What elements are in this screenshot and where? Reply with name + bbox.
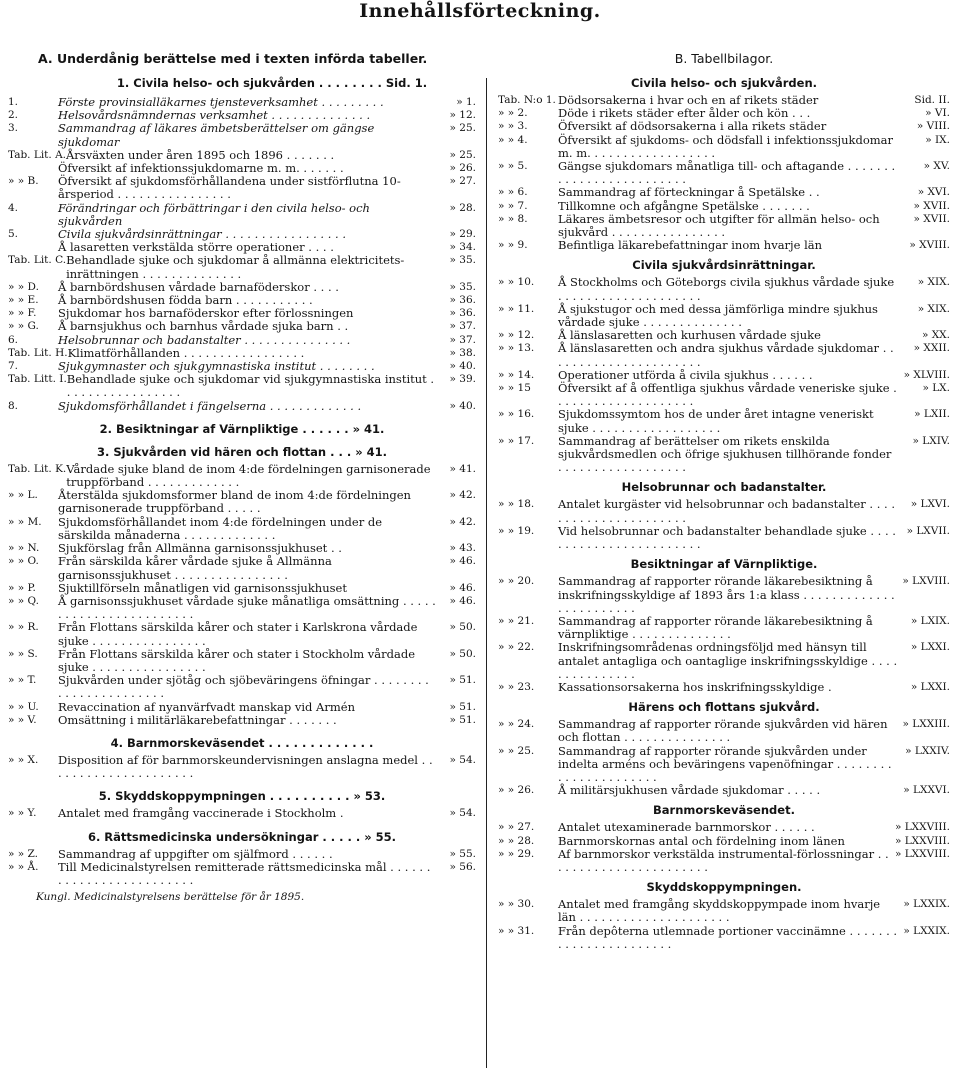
entry-page: » 41. — [449, 462, 476, 475]
entry-title: Gängse sjukdomars månatliga till- och aftagande . . . . . . . . . . . . . . . . . . . . . . . . . — [558, 159, 896, 187]
entry-title: Civila sjukvårdsinrättningar . . . . . . . . . . . . . . . . . — [58, 227, 346, 242]
entry-title: Å garnisonssjukhuset vårdade sjuke månatliga omsättning . . . . . . . . . . . . . . . . . . . . . . . . — [58, 593, 436, 622]
entry-page: » 35. — [449, 280, 476, 293]
entry-number: » » M. — [8, 515, 42, 528]
entry-title: Sjukgymnaster och sjukgymnastiska institut . . . . . . . . — [58, 359, 375, 374]
entry-number: » » D. — [8, 280, 39, 293]
entry-page: » XXII. — [913, 342, 950, 355]
entry-title: Barnmorskornas antal och fördelning inom länen — [558, 833, 845, 848]
toc-entry — [498, 276, 950, 302]
entry-number: » » R. — [8, 621, 39, 634]
entry-title: Sammandrag af rapporter rörande läkarebesiktning å inskrifningsskyldige af 1893 års 1:a klass . . . . . . . . . . . . . . . . . . . . . . . . — [558, 574, 895, 615]
section-heading: Skyddskoppympningen. — [646, 880, 802, 895]
entry-page: » 12. — [449, 109, 476, 122]
entry-page: » LXXI. — [910, 641, 950, 654]
entry-page: Sid. II. — [914, 94, 950, 106]
toc-entry — [498, 615, 950, 641]
right-column — [498, 52, 950, 951]
entry-number: » » T. — [8, 674, 37, 687]
toc-entry — [498, 160, 950, 186]
entry-page: » IX. — [925, 133, 950, 146]
section-heading: Civila sjukvårdsinrättningar. — [632, 258, 816, 273]
entry-title: Sjukdomssymtom hos de under året intagne veneriskt sjuke . . . . . . . . . . . . . . . . . . — [558, 407, 874, 435]
toc-entry — [8, 555, 476, 581]
toc-entry — [8, 373, 476, 399]
section-heading: Besiktningar af Värnpliktige. — [630, 557, 818, 572]
entry-number: » » X. — [8, 753, 39, 766]
entry-page: » 36. — [449, 294, 476, 307]
entry-title: Förändringar och förbättringar i den civila helso- och sjukvården — [58, 200, 370, 228]
toc-entry — [498, 435, 950, 475]
entry-title: Behandlade sjuke och sjukdomar vid sjukgymnastiska institut . . . . . . . . . . . . . . . . . — [66, 372, 435, 400]
toc-entry — [498, 186, 950, 199]
toc-entry — [498, 745, 950, 785]
entry-page: » XVII. — [913, 212, 950, 225]
entry-page: » 37. — [449, 333, 476, 346]
toc-entry — [498, 213, 950, 239]
entry-number: » » 8. — [498, 212, 528, 225]
entry-page: » 26. — [449, 162, 476, 175]
entry-title: Från Flottans särskilda kårer och stater i Karlskrona vårdade sjuke . . . . . . . . . . . . . . . . — [58, 620, 418, 648]
toc-entry — [8, 754, 476, 780]
entry-title: Antalet utexaminerade barnmorskor . . . . . . — [558, 820, 815, 835]
toc-entry — [498, 848, 950, 874]
entry-number: » » 5. — [498, 160, 528, 173]
entry-number: » » 28. — [498, 834, 535, 847]
entry-page: » 55. — [449, 847, 476, 860]
toc-entry — [8, 701, 476, 714]
entry-title: Sjukdomar hos barnaföderskor efter förlossningen — [58, 306, 354, 321]
entry-title: Å länslasaretten och andra sjukhus vårdade sjukdomar . . . . . . . . . . . . . . . . . . . . . . — [558, 341, 894, 369]
toc-entry — [8, 175, 476, 201]
toc-entry — [8, 674, 476, 700]
entry-number: » » G. — [8, 320, 39, 333]
toc-entry — [498, 342, 950, 368]
entry-title: Antalet med framgång vaccinerade i Stockholm . — [58, 806, 344, 821]
entry-page: » 35. — [449, 254, 476, 267]
entry-page: » 51. — [449, 674, 476, 687]
entry-page: » 46. — [449, 581, 476, 594]
entry-number: » » Å. — [8, 860, 39, 873]
entry-number: » » 2. — [498, 107, 528, 120]
entry-title: Öfversikt af sjukdomsförhållandena under sistförflutna 10-årsperiod . . . . . . . . . . . . . . . . — [58, 174, 401, 202]
entry-page: » LXII. — [914, 408, 950, 421]
entry-title: Öfversikt af å offentliga sjukhus vårdade veneriske sjuke . . . . . . . . . . . . . . . . . . . . — [558, 381, 897, 409]
toc-entry — [498, 925, 950, 951]
entry-page: » 1. — [456, 96, 476, 108]
toc-entry — [498, 303, 950, 329]
entry-page: » LXXVIII. — [894, 834, 950, 847]
entry-number: » » 6. — [498, 186, 528, 199]
entry-number: » » 26. — [498, 784, 535, 797]
entry-title: Från särskilda kårer vårdade sjuke å Allmänna garnisonssjukhuset . . . . . . . . . . . . . . . . — [58, 554, 332, 582]
entry-number: Tab. Lit. K. — [8, 462, 67, 475]
toc-entry — [498, 575, 950, 615]
entry-number: 7. — [8, 360, 19, 373]
entry-title: Dödsorsakerna i hvar och en af rikets städer — [558, 93, 819, 107]
entry-page: » LXXVI. — [903, 784, 950, 797]
footer-note: Kungl. Medicinalstyrelsens berättelse för år 1895. — [36, 891, 305, 904]
entry-number: » » 22. — [498, 641, 535, 654]
toc-entry — [498, 784, 950, 797]
toc-entry — [498, 120, 950, 133]
entry-number: » » V. — [8, 713, 37, 726]
entry-number: 4. — [8, 201, 19, 214]
entry-title: Å lasaretten verkstälda större operationer . . . . — [58, 240, 334, 255]
toc-entry — [498, 835, 950, 848]
entry-page: » 38. — [449, 346, 476, 359]
entry-title: Sjukdomsförhållandet i fängelserna . . . . . . . . . . . . . — [58, 398, 362, 413]
entry-page: » LXVI. — [910, 498, 950, 511]
entry-number: » » 29. — [498, 847, 535, 860]
entry-title: Kassationsorsakerna hos inskrifningsskyldige . — [558, 679, 832, 694]
entry-page: » 42. — [449, 515, 476, 528]
entry-page: » XV. — [923, 160, 950, 173]
toc-entry — [8, 714, 476, 727]
toc-entry — [498, 239, 950, 252]
entry-page: » 54. — [449, 753, 476, 766]
entry-title: Öfversikt af infektionssjukdomarne m. m. . . . . . . — [58, 161, 344, 176]
entry-page: » 43. — [449, 542, 476, 555]
entry-title: Sammandrag af rapporter rörande sjukvården vid hären och flottan . . . . . . . . . . . . . . . — [558, 717, 888, 745]
entry-number: » » 17. — [498, 434, 535, 447]
entry-page: » LXVII. — [906, 524, 950, 537]
entry-title: Å länslasaretten och kurhusen vårdade sjuke — [558, 328, 821, 343]
entry-page: » 25. — [449, 122, 476, 135]
entry-number: 6. — [8, 333, 19, 346]
entry-title: Förste provinsialläkarnes tjensteverksamhet . . . . . . . . . — [58, 95, 384, 109]
entry-number: » » F. — [8, 307, 37, 320]
entry-page: » LXIV. — [912, 434, 950, 447]
toc-entry — [498, 408, 950, 434]
entry-page: » 50. — [449, 621, 476, 634]
toc-entry — [8, 516, 476, 542]
entry-page: » LXIX. — [910, 614, 950, 627]
entry-page: » LX. — [922, 382, 950, 395]
entry-page: » XVI. — [917, 186, 950, 199]
entry-title: Vid helsobrunnar och badanstalter behandlade sjuke . . . . . . . . . . . . . . . . . . . . . . . . — [558, 523, 896, 552]
toc-entry — [498, 498, 950, 524]
entry-page: » 46. — [449, 555, 476, 568]
toc-entry — [8, 848, 476, 861]
toc-entry — [498, 200, 950, 213]
toc-entry — [498, 681, 950, 694]
entry-page: » VIII. — [916, 120, 950, 133]
toc-entry — [8, 807, 476, 820]
toc-entry — [8, 861, 476, 887]
entry-page: » XLVIII. — [903, 368, 950, 381]
entry-number: Tab. Litt. I. — [8, 373, 67, 386]
entry-title: Å barnsjukhus och barnhus vårdade sjuka barn . . — [58, 319, 349, 334]
entry-number: » » 13. — [498, 342, 535, 355]
entry-title: Klimatförhållanden . . . . . . . . . . . . . . . . . — [67, 345, 305, 360]
entry-title: Döde i rikets städer efter ålder och kön . . . — [558, 106, 811, 121]
entry-page: » 50. — [449, 647, 476, 660]
left-column — [8, 52, 476, 903]
entry-title: Helsobrunnar och badanstalter . . . . . . . . . . . . . . . — [58, 332, 351, 347]
entry-title: Å barnbördshusen födda barn . . . . . . . . . . . — [58, 293, 313, 308]
entry-page: » 54. — [449, 807, 476, 820]
section-heading: 6. Rättsmedicinska undersökningar . . . . . » 55. — [87, 829, 397, 844]
entry-page: » LXXVIII. — [894, 821, 950, 834]
entry-number: » » E. — [8, 294, 39, 307]
entry-number: » » 25. — [498, 744, 535, 757]
entry-title: Sammandrag af uppgifter om själfmord . . . . . . — [58, 846, 333, 861]
entry-title: Befintliga läkarebefattningar inom hvarje län — [558, 238, 823, 253]
toc-entry — [8, 463, 476, 489]
entry-number: Tab. N:o 1. — [498, 94, 556, 106]
entry-number: » » P. — [8, 581, 36, 594]
section-heading: 4. Barnmorskeväsendet . . . . . . . . . . . . . — [110, 735, 374, 750]
toc-entry — [8, 621, 476, 647]
entry-page: » 34. — [449, 241, 476, 254]
section-b-heading: B. Tabellbilagor. — [674, 51, 774, 66]
entry-page: » 51. — [449, 700, 476, 713]
entry-page: » 40. — [449, 360, 476, 373]
entry-title: Öfversikt af dödsorsakerna i alla rikets städer — [558, 119, 827, 134]
toc-entry — [8, 320, 476, 333]
toc-entry — [8, 595, 476, 621]
entry-page: » 51. — [449, 713, 476, 726]
entry-title: Å barnbördshusen vårdade barnaföderskor . . . . — [58, 279, 339, 294]
entry-title: Sammandrag af rapporter rörande sjukvården under indelta arméns och beväringens vapenöfningar . . . . . . . . . . . . . . . . . . . . . . — [558, 743, 892, 784]
toc-entry — [8, 334, 476, 347]
entry-title: Revaccination af nyanvärfvadt manskap vid Armén — [58, 699, 355, 714]
entry-title: Från depôterna utlemnade portioner vaccinämne . . . . . . . . . . . . . . . . . . . . . . . — [558, 923, 898, 951]
entry-number: » » S. — [8, 647, 38, 660]
entry-number: » » L. — [8, 489, 38, 502]
section-heading: 3. Sjukvården vid hären och flottan . . . » 41. — [96, 444, 388, 459]
entry-number: 2. — [8, 109, 19, 122]
entry-number: » » 15 — [498, 382, 531, 395]
entry-number: » » 14. — [498, 368, 535, 381]
entry-number: » » 23. — [498, 680, 535, 693]
entry-title: Inskrifningsområdenas ordningsföljd med hänsyn till antalet antagliga och oantaglige inskrifningsskyldige . . . . . . . . . . . . . . . — [558, 640, 898, 681]
entry-page: » LXXIV. — [905, 744, 950, 757]
entry-page: » XX. — [921, 329, 950, 342]
entry-title: Helsovårdsnämndernas verksamhet . . . . . . . . . . . . . . — [58, 108, 371, 123]
entry-page: » XVII. — [913, 199, 950, 212]
entry-title: Till Medicinalstyrelsen remitterade rättsmedicinska mål . . . . . . . . . . . . . . . . . . . . . . . . . — [58, 859, 431, 887]
entry-title: Å Stockholms och Göteborgs civila sjukhus vårdade sjuke . . . . . . . . . . . . . . . . . . . . — [558, 275, 895, 303]
entry-title: Sammandrag af rapporter rörande läkarebesiktning å värnpliktige . . . . . . . . . . . . . . — [558, 613, 873, 642]
entry-page: » 37. — [449, 320, 476, 333]
entry-number: » » 19. — [498, 524, 535, 537]
entry-title: Årsväxten under åren 1895 och 1896 . . . . . . . — [66, 147, 335, 162]
entry-number: » » Z. — [8, 847, 38, 860]
section-heading: 5. Skyddskoppympningen . . . . . . . . . . » 53. — [98, 789, 386, 804]
entry-number: » » 10. — [498, 276, 535, 289]
entry-title: Återstälda sjukdomsformer bland de inom 4:de fördelningen garnisonerade truppförband . . . . . — [58, 488, 411, 516]
section-heading: Barnmorskeväsendet. — [653, 803, 795, 818]
entry-number: » » 3. — [498, 120, 528, 133]
entry-page: » 27. — [449, 175, 476, 188]
toc-entry — [8, 582, 476, 595]
entry-number: » » 27. — [498, 821, 535, 834]
entry-title: Å sjukstugor och med dessa jämförliga mindre sjukhus vårdade sjuke . . . . . . . . . . . . . . — [558, 301, 878, 330]
section-heading: Helsobrunnar och badanstalter. — [621, 480, 827, 495]
entry-page: » LXXI. — [910, 680, 950, 693]
section-a-heading: A. Underdånig berättelse med i texten införda tabeller. — [38, 51, 428, 66]
entry-title: Antalet kurgäster vid helsobrunnar och badanstalter . . . . . . . . . . . . . . . . . . . . . . — [558, 497, 896, 525]
entry-title: Tillkomne och afgångne Spetälske . . . . . . . — [558, 198, 810, 213]
page-title: Innehållsförteckning. — [359, 0, 601, 22]
toc-entry — [8, 122, 476, 148]
entry-title: Från Flottans särskilda kårer och stater i Stockholm vårdade sjuke . . . . . . . . . . . . . . . . — [58, 646, 416, 674]
entry-page: » 39. — [449, 373, 476, 386]
entry-number: » » 31. — [498, 924, 535, 937]
entry-number: » » 16. — [498, 408, 535, 421]
entry-number: » » O. — [8, 555, 39, 568]
sub1-heading: 1. Civila helso- och sjukvården . . . . . . . . Sid. 1. — [116, 76, 428, 90]
entry-title: Sammandrag af läkares ämbetsberättelser om gängse sjukdomar — [58, 121, 375, 149]
entry-title: Å militärsjukhusen vårdade sjukdomar . . . . . — [558, 783, 821, 798]
entry-page: » 42. — [449, 489, 476, 502]
toc-entry — [498, 718, 950, 744]
entry-number: » » 18. — [498, 498, 535, 511]
entry-number: » » 20. — [498, 575, 535, 588]
entry-number: » » N. — [8, 542, 40, 555]
entry-title: Vårdade sjuke bland de inom 4:de fördelningen garnisonerade truppförband . . . . . . . . . . . . . — [66, 461, 431, 490]
entry-title: Sjukförslag från Allmänna garnisonssjukhuset . . — [58, 541, 342, 556]
entry-page: » 56. — [449, 860, 476, 873]
entry-title: Sjukdomsförhållandet inom 4:de fördelningen under de särskilda månaderna . . . . . . . . . . . . . — [58, 514, 383, 542]
toc-entry — [8, 254, 476, 280]
entry-title: Antalet med framgång skyddskoppympade inom hvarje län . . . . . . . . . . . . . . . . . . . . . — [558, 897, 881, 925]
toc-entry — [498, 898, 950, 924]
entry-title: Behandlade sjuke och sjukdomar å allmänna elektricitets-inrättningen . . . . . . . . . . . . . . — [66, 253, 405, 281]
entry-number: » » 9. — [498, 239, 528, 252]
toc-entry — [498, 525, 950, 551]
section-heading: 2. Besiktningar af Värnpliktige . . . . . . » 41. — [99, 421, 385, 436]
entry-page: » LXXIX. — [903, 924, 950, 937]
entry-page: » 28. — [449, 201, 476, 214]
entry-number: Tab. Lit. A. — [8, 148, 66, 161]
entry-number: » » 12. — [498, 329, 535, 342]
entry-page: » XVIII. — [909, 239, 950, 252]
entry-page: » LXXIX. — [903, 898, 950, 911]
entry-page: » 25. — [449, 148, 476, 161]
entry-number: » » 11. — [498, 302, 535, 315]
entry-number: Tab. Lit. H. — [8, 346, 68, 359]
section-heading: Civila helso- och sjukvården. — [630, 76, 818, 90]
entry-number: » » 21. — [498, 614, 535, 627]
entry-page: » XIX. — [917, 302, 950, 315]
entry-page: » 46. — [449, 594, 476, 607]
entry-number: » » Q. — [8, 594, 39, 607]
toc-entry — [498, 382, 950, 408]
entry-number: Tab. Lit. C. — [8, 254, 67, 267]
entry-title: Läkares ämbetsresor och utgifter för allmän helso- och sjukvård . . . . . . . . . . . . . . . . — [558, 211, 880, 240]
entry-number: 1. — [8, 96, 19, 108]
toc-entry — [8, 400, 476, 413]
toc-entry — [498, 641, 950, 681]
entry-title: Sammandrag af berättelser om rikets enskilda sjukvårdsmedlen och öfrige sjukhusen tillhörande fonder . . . . . . . . . . . . . . . . . . — [558, 433, 892, 475]
entry-page: » XIX. — [917, 276, 950, 289]
entry-title: Sjukvården under sjötåg och sjöbeväringens öfningar . . . . . . . . . . . . . . . . . . . . . . . — [58, 673, 429, 701]
entry-number: 5. — [8, 228, 19, 241]
entry-number: » » 30. — [498, 898, 535, 911]
toc-entry — [498, 821, 950, 834]
entry-number: » » 7. — [498, 199, 528, 212]
entry-page: » 40. — [449, 399, 476, 412]
toc-entry — [8, 648, 476, 674]
entry-title: Sammandrag af förteckningar å Spetälske . . — [558, 185, 820, 200]
entry-number: » » 24. — [498, 718, 535, 731]
section-heading: Härens och flottans sjukvård. — [628, 700, 820, 715]
entry-number: » » U. — [8, 700, 39, 713]
entry-number: 3. — [8, 122, 19, 135]
entry-title: Öfversikt af sjukdoms- och dödsfall i infektionssjukdomar m. m. . . . . . . . . . . . . . . . . . — [558, 132, 894, 160]
entry-number: » » 4. — [498, 133, 528, 146]
entry-title: Sjuktillförseln månatligen vid garnisonssjukhuset — [58, 580, 347, 595]
entry-title: Operationer utförda å civila sjukhus . . . . . . — [558, 367, 813, 382]
entry-title: Disposition af för barnmorskeundervisningen anslagna medel . . . . . . . . . . . . . . . . . . . . . — [58, 752, 433, 781]
toc-entry — [8, 489, 476, 515]
entry-page: » 29. — [449, 228, 476, 241]
entry-page: » 36. — [449, 307, 476, 320]
toc-entry — [8, 202, 476, 228]
toc-entry — [498, 134, 950, 160]
entry-title: Omsättning i militärläkarebefattningar . . . . . . . — [58, 712, 337, 727]
entry-number: » » B. — [8, 175, 39, 188]
entry-number: 8. — [8, 399, 19, 412]
entry-page: » LXXVIII. — [894, 847, 950, 860]
entry-page: » LXVIII. — [902, 575, 950, 588]
entry-page: » VI. — [925, 107, 950, 120]
entry-title: Af barnmorskor verkstälda instrumental-förlossningar . . . . . . . . . . . . . . . . . . . . . . . — [558, 846, 889, 874]
entry-page: » LXXIII. — [902, 718, 950, 731]
entry-number: » » Y. — [8, 807, 37, 820]
column-divider — [486, 78, 487, 1068]
